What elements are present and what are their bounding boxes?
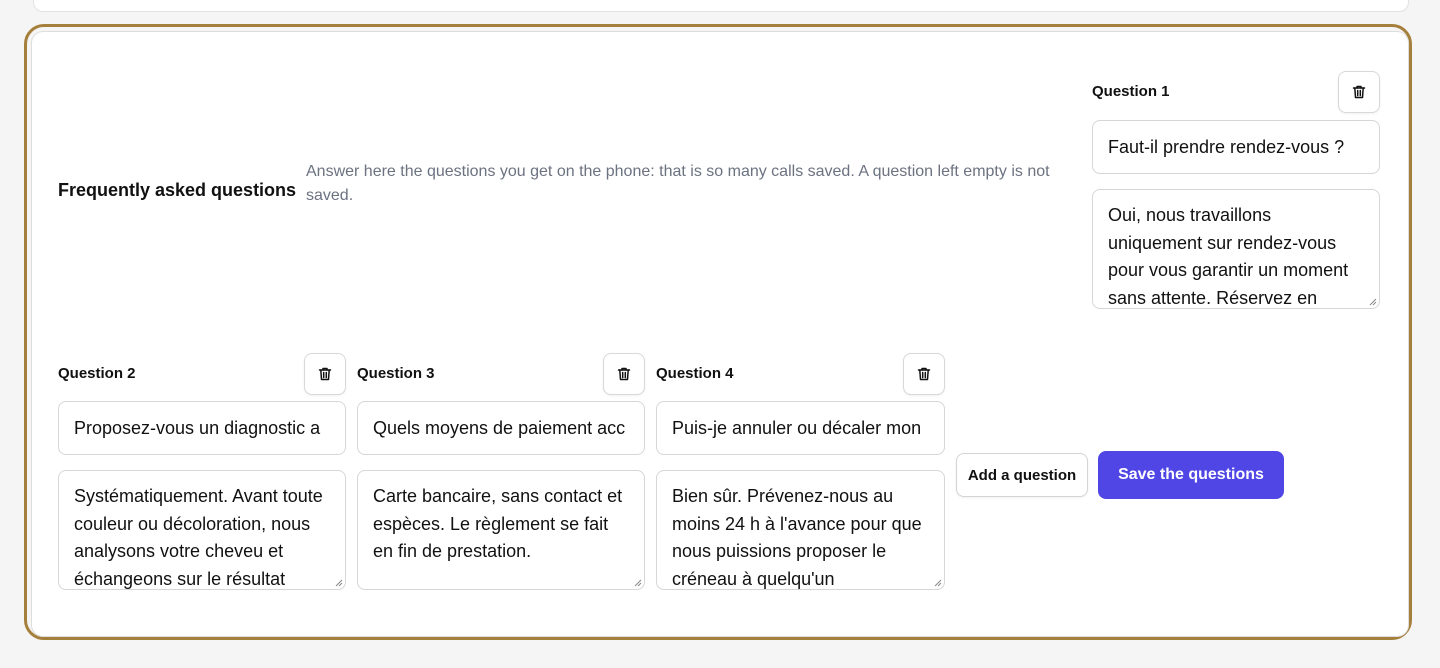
answer-3-textarea[interactable] — [357, 470, 645, 590]
trash-icon — [1351, 84, 1367, 100]
resize-handle-icon[interactable] — [632, 577, 642, 587]
add-question-button[interactable]: Add a question — [956, 453, 1088, 497]
question-1-input[interactable]: Faut-il prendre rendez-vous ? — [1092, 120, 1380, 174]
answer-1-textarea[interactable] — [1092, 189, 1380, 309]
delete-question-1-button[interactable] — [1338, 71, 1380, 113]
delete-question-2-button[interactable] — [304, 353, 346, 395]
trash-icon — [616, 366, 632, 382]
question-3-input[interactable]: Quels moyens de paiement acc — [357, 401, 645, 455]
resize-handle-icon[interactable] — [333, 577, 343, 587]
resize-handle-icon[interactable] — [932, 577, 942, 587]
answer-4-textarea[interactable] — [656, 470, 945, 590]
answer-2-textarea[interactable] — [58, 470, 346, 590]
question-4-input[interactable]: Puis-je annuler ou décaler mon — [656, 401, 945, 455]
delete-question-3-button[interactable] — [603, 353, 645, 395]
section-title: Frequently asked questions — [58, 180, 297, 200]
resize-handle-icon[interactable] — [1367, 296, 1377, 306]
question-2-input[interactable]: Proposez-vous un diagnostic a — [58, 401, 346, 455]
question-4-label: Question 4 — [656, 365, 734, 382]
answer-2-text: Systématiquement. Avant toute couleur ou décoloration, nous analysons votre cheveu et échangeons sur le résultat — [74, 486, 323, 589]
question-3-label: Question 3 — [357, 365, 435, 382]
save-questions-button[interactable]: Save the questions — [1098, 451, 1284, 499]
delete-question-4-button[interactable] — [903, 353, 945, 395]
answer-1-text: Oui, nous travaillons uniquement sur rendez-vous pour vous garantir un moment sans attente. Réservez en — [1108, 205, 1349, 308]
previous-section-card — [33, 0, 1409, 12]
trash-icon — [916, 366, 932, 382]
answer-3-text: Carte bancaire, sans contact et espèces. Le règlement se fait en fin de prestation. — [373, 486, 623, 561]
answer-4-text: Bien sûr. Prévenez-nous au moins 24 h à l'avance pour que nous puissions proposer le créneau à quelqu'un — [672, 486, 922, 589]
question-2-label: Question 2 — [58, 365, 136, 382]
trash-icon — [317, 366, 333, 382]
section-description: Answer here the questions you get on the phone: that is so many calls saved. A question left empty is not saved. — [306, 163, 1050, 204]
question-1-label: Question 1 — [1092, 83, 1170, 100]
